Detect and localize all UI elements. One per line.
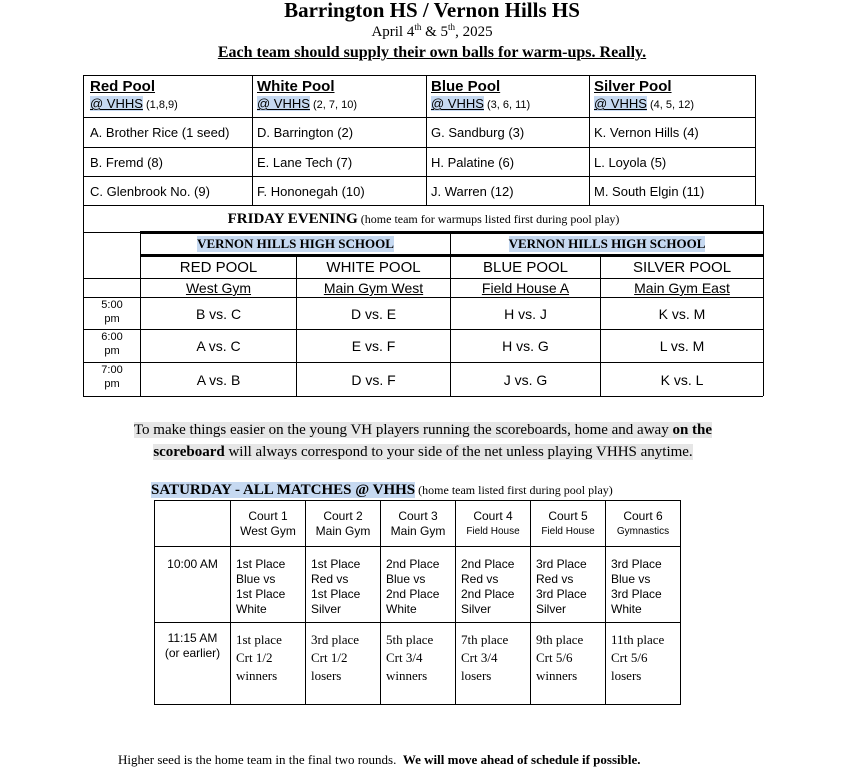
scoreboard-text-1: To make things easier on the young VH players running the scoreboards, home and away [133, 422, 673, 438]
game-cell: H vs. G [502, 338, 549, 354]
warmup-notice: Each team should supply their own balls for warm-ups. Really. [217, 44, 647, 61]
team-cell: A. Brother Rice (1 seed) [90, 125, 230, 140]
pool-name: Blue Pool [431, 78, 501, 95]
match-cell: 2nd Place Red vs 2nd Place Silver [456, 547, 531, 623]
pool-header-red [90, 78, 250, 111]
saturday-heading [151, 481, 613, 499]
team-cell: M. South Elgin (11) [594, 183, 705, 199]
game-cell: L vs. M [659, 338, 705, 354]
game-cell: E vs. F [351, 338, 396, 354]
friday-note: (home team for warmups listed first during pool play) [357, 211, 620, 226]
match-cell: 1st place Crt 1/2 winners [231, 623, 306, 705]
friday-gym-red: West Gym [185, 280, 252, 296]
scoreboard-note [90, 419, 756, 463]
team-cell: E. Lane Tech (7) [257, 154, 353, 170]
team-cell: K. Vernon Hills (4) [594, 125, 699, 140]
court-header: Court 2 Main Gym [306, 501, 381, 547]
match-cell: 3rd place Crt 1/2 losers [306, 623, 381, 705]
game-cell: K vs. M [658, 305, 706, 322]
saturday-table [154, 500, 681, 705]
venue-left: VERNON HILLS HIGH SCHOOL [197, 236, 394, 251]
pool-site: @ VHHS [431, 96, 484, 111]
event-dates [0, 22, 864, 41]
pool-site: @ VHHS [257, 96, 310, 111]
scoreboard-bold-2: scoreboard [153, 444, 225, 460]
friday-time: 6:00 pm [101, 331, 123, 357]
saturday-note: (home team listed first during pool play) [415, 483, 613, 497]
match-cell: 3rd Place Blue vs 3rd Place White [606, 547, 681, 623]
scoreboard-text-2: will always correspond to your side of the net unless playing VHHS anytime. [224, 444, 693, 460]
game-cell: K vs. L [660, 371, 704, 388]
match-cell: 1st Place Blue vs 1st Place White [231, 547, 306, 623]
match-cell: 5th place Crt 3/4 winners [381, 623, 456, 705]
pool-site: @ VHHS [90, 96, 143, 111]
saturday-time: 11:15 AM (or earlier) [155, 623, 231, 705]
court-header: Court 5 Field House [531, 501, 606, 547]
pool-name: Silver Pool [594, 78, 672, 95]
team-cell: G. Sandburg (3) [431, 125, 525, 140]
footer-note [118, 752, 640, 768]
team-cell: H. Palatine (6) [431, 154, 515, 170]
team-cell: D. Barrington (2) [257, 125, 354, 140]
pool-header-silver [594, 78, 754, 111]
match-cell: 9th place Crt 5/6 winners [531, 623, 606, 705]
page-title: Barrington HS / Vernon Hills HS [284, 0, 580, 22]
friday-col-silver: SILVER POOL [632, 259, 732, 276]
friday-time: 7:00 pm [101, 364, 123, 390]
dates-pre: April 4 [371, 24, 415, 40]
game-cell: B vs. C [195, 305, 242, 322]
dates-sup-2: th [448, 22, 456, 32]
match-cell: 2nd Place Blue vs 2nd Place White [381, 547, 456, 623]
court-header: Court 1 West Gym [231, 501, 306, 547]
dates-sup-1: th [414, 22, 422, 32]
pool-name: Red Pool [90, 78, 156, 95]
dates-post: , 2025 [455, 24, 493, 40]
friday-gym-silver: Main Gym East [634, 280, 730, 296]
pool-site: @ VHHS [594, 96, 647, 111]
saturday-title: SATURDAY - ALL MATCHES @ VHHS [151, 482, 416, 498]
scoreboard-bold-1: on the [672, 422, 713, 438]
pool-name: White Pool [257, 78, 335, 95]
friday-title [84, 206, 763, 232]
friday-gym-white: Main Gym West [323, 280, 424, 296]
friday-title-text: FRIDAY EVENING [227, 210, 358, 227]
game-cell: D vs. F [351, 371, 396, 388]
friday-col-red: RED POOL [179, 259, 258, 276]
friday-col-blue: BLUE POOL [482, 259, 569, 276]
pool-header-white [257, 78, 422, 111]
pool-seeds: (1,8,9) [142, 99, 178, 111]
pool-seeds: (4, 5, 12) [646, 99, 695, 111]
friday-time: 5:00 pm [101, 299, 123, 325]
team-cell: L. Loyola (5) [594, 154, 667, 170]
dates-mid: & 5 [421, 24, 449, 40]
pool-header-blue [431, 78, 586, 111]
team-cell: J. Warren (12) [431, 183, 514, 199]
corner-cell [155, 501, 231, 547]
match-cell: 3rd Place Red vs 3rd Place Silver [531, 547, 606, 623]
match-cell: 7th place Crt 3/4 losers [456, 623, 531, 705]
game-cell: H vs. J [504, 305, 547, 322]
team-cell: B. Fremd (8) [90, 154, 163, 170]
friday-col-white: WHITE POOL [326, 259, 421, 276]
team-cell: F. Hononegah (10) [257, 183, 365, 199]
venue-right: VERNON HILLS HIGH SCHOOL [508, 236, 706, 251]
pool-seeds: (2, 7, 10) [309, 99, 358, 111]
match-cell: 1st Place Red vs 1st Place Silver [306, 547, 381, 623]
footer-left: Higher seed is the home team in the final two rounds. [118, 752, 397, 767]
saturday-time: 10:00 AM [155, 547, 231, 623]
court-header: Court 4 Field House [456, 501, 531, 547]
game-cell: J vs. G [503, 371, 548, 388]
court-header: Court 6 Gymnastics [606, 501, 681, 547]
footer-right: We will move ahead of schedule if possible. [402, 752, 641, 767]
match-cell: 11th place Crt 5/6 losers [606, 623, 681, 705]
game-cell: A vs. B [196, 371, 241, 388]
court-header: Court 3 Main Gym [381, 501, 456, 547]
game-cell: A vs. C [196, 338, 241, 354]
pool-seeds: (3, 6, 11) [483, 99, 531, 111]
team-cell: C. Glenbrook No. (9) [90, 183, 210, 199]
friday-gym-blue: Field House A [481, 280, 570, 296]
game-cell: D vs. E [350, 305, 397, 322]
